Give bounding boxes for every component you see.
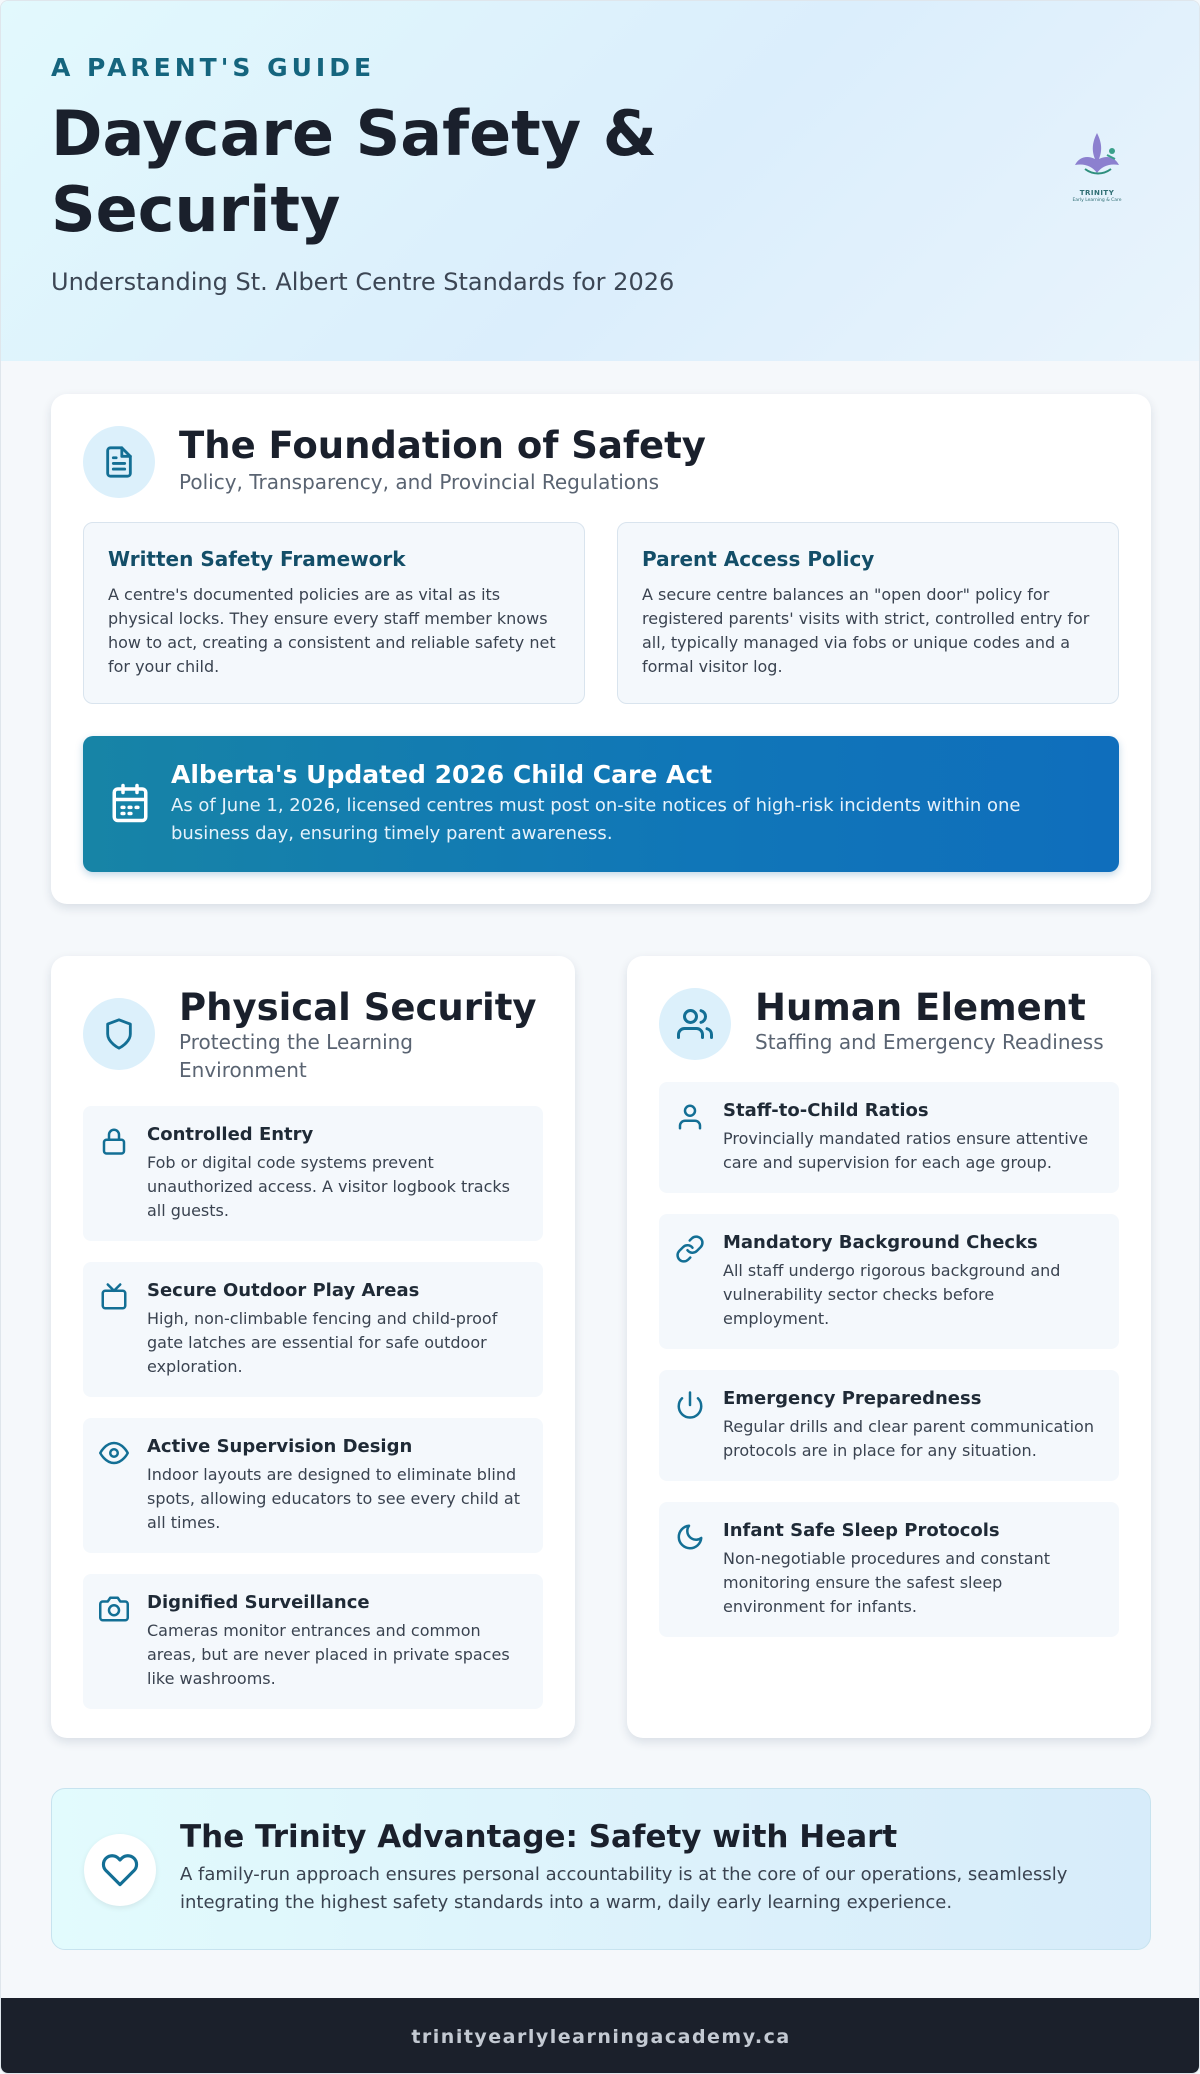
- physical-title: Physical Security: [179, 986, 537, 1029]
- item-title: Infant Safe Sleep Protocols: [723, 1520, 1000, 1541]
- tv-icon: [99, 1282, 129, 1312]
- item-text: Regular drills and clear parent communication protocols are in place for any situation.: [723, 1417, 1094, 1460]
- link-icon: [675, 1234, 705, 1264]
- document-icon: [102, 445, 136, 479]
- physical-icon-badge: [83, 998, 155, 1070]
- parent-access-card: [617, 522, 1119, 704]
- human-subtitle: Staffing and Emergency Readiness: [755, 1030, 1104, 1054]
- power-icon: [675, 1390, 705, 1420]
- website-url[interactable]: trinityearlylearningacademy.ca: [411, 2025, 791, 2048]
- lock-icon: [99, 1126, 129, 1156]
- human-icon-badge: [659, 988, 731, 1060]
- list-item: [83, 1418, 543, 1553]
- camera-icon: [99, 1594, 129, 1624]
- child-care-act-banner: [83, 736, 1119, 872]
- kicker: A PARENT'S GUIDE: [51, 53, 376, 82]
- banner-text: As of June 1, 2026, licensed centres must post on-site notices of high-risk incidents within one business day, ensuring timely parent awareness.: [171, 795, 1021, 844]
- item-title: Dignified Surveillance: [147, 1592, 370, 1613]
- physical-subtitle: Protecting the Learning Environment: [179, 1030, 414, 1082]
- foundation-icon-badge: [83, 426, 155, 498]
- list-item: [83, 1574, 543, 1709]
- foundation-section: [51, 394, 1151, 904]
- item-title: Secure Outdoor Play Areas: [147, 1280, 420, 1301]
- item-title: Active Supervision Design: [147, 1436, 413, 1457]
- item-text: High, non-climbable fencing and child-proof gate latches are essential for safe outdoor exploration.: [147, 1309, 498, 1376]
- card-title: Parent Access Policy: [642, 547, 875, 571]
- card-title: Written Safety Framework: [108, 547, 406, 571]
- trinity-logo: [1061, 129, 1133, 209]
- item-text: All staff undergo rigorous background and vulnerability sector checks before employment.: [723, 1261, 1061, 1328]
- calendar-icon: [109, 782, 151, 824]
- advantage-icon-badge: [84, 1834, 156, 1906]
- logo-name: TRINITY: [1079, 189, 1115, 197]
- item-text: Indoor layouts are designed to eliminate blind spots, allowing educators to see every child at all times.: [147, 1465, 520, 1532]
- users-icon: [677, 1006, 713, 1042]
- foundation-title: The Foundation of Safety: [179, 424, 706, 467]
- page-subtitle: Understanding St. Albert Centre Standards for 2026: [51, 268, 675, 296]
- item-text: Cameras monitor entrances and common areas, but are never placed in private spaces like washrooms.: [147, 1621, 510, 1688]
- page-title: Daycare Safety & Security: [51, 97, 657, 246]
- written-framework-card: [83, 522, 585, 704]
- item-title: Controlled Entry: [147, 1124, 314, 1145]
- item-text: Non-negotiable procedures and constant monitoring ensure the safest sleep environment for infants.: [723, 1549, 1050, 1616]
- human-title: Human Element: [755, 986, 1086, 1029]
- human-element-section: [627, 956, 1151, 1738]
- list-item: [659, 1214, 1119, 1349]
- banner-title: Alberta's Updated 2026 Child Care Act: [171, 760, 713, 789]
- trinity-advantage-callout: [51, 1788, 1151, 1950]
- list-item: [659, 1082, 1119, 1193]
- list-item: [83, 1106, 543, 1241]
- advantage-text: A family-run approach ensures personal accountability is at the core of our operations, seamlessly integrating the highest safety standards into a warm, daily early learning experience.: [180, 1864, 1068, 1913]
- footer: [1, 1998, 1200, 2074]
- eye-icon: [99, 1438, 129, 1468]
- user-icon: [675, 1102, 705, 1132]
- item-title: Staff-to-Child Ratios: [723, 1100, 929, 1121]
- list-item: [659, 1502, 1119, 1637]
- logo-tagline: Early Learning & Care: [1072, 198, 1122, 203]
- hero-header: [1, 1, 1199, 361]
- moon-icon: [675, 1522, 705, 1552]
- card-text: A secure centre balances an "open door" policy for registered parents' visits with strict, controlled entry for all, typically managed via fobs or unique codes and a formal visitor log.: [642, 585, 1090, 676]
- foundation-subtitle: Policy, Transparency, and Provincial Regulations: [179, 470, 660, 494]
- item-title: Mandatory Background Checks: [723, 1232, 1038, 1253]
- item-text: Provincially mandated ratios ensure attentive care and supervision for each age group.: [723, 1129, 1089, 1172]
- card-text: A centre's documented policies are as vital as its physical locks. They ensure every staff member knows how to act, creating a consistent and reliable safety net for your child.: [108, 585, 556, 676]
- dove-logo-icon: [1067, 129, 1127, 183]
- heart-icon: [101, 1851, 139, 1889]
- shield-icon: [102, 1017, 136, 1051]
- item-text: Fob or digital code systems prevent unauthorized access. A visitor logbook tracks all guests.: [147, 1153, 511, 1220]
- advantage-title: The Trinity Advantage: Safety with Heart: [180, 1819, 898, 1855]
- list-item: [83, 1262, 543, 1397]
- list-item: [659, 1370, 1119, 1481]
- item-title: Emergency Preparedness: [723, 1388, 982, 1409]
- physical-security-section: [51, 956, 575, 1738]
